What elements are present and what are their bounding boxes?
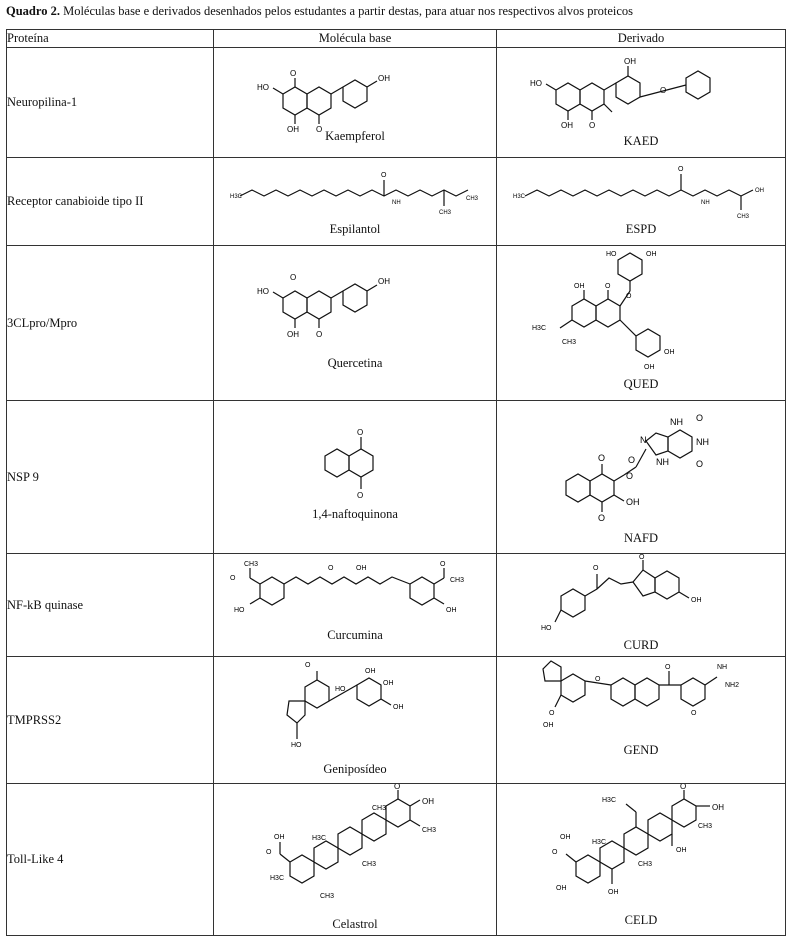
kaempferol-structure	[255, 48, 455, 140]
base-molecule-name: Celastrol	[332, 917, 378, 931]
atom-o: O	[665, 664, 671, 671]
atom-ch3: CH3	[638, 861, 653, 868]
derivative-cell	[497, 158, 786, 246]
base-molecule-cell	[214, 401, 497, 554]
atom-o: O	[639, 554, 645, 561]
table-caption	[6, 4, 633, 19]
atom-o: O	[696, 459, 704, 469]
atom-ch3: CH3	[320, 893, 335, 900]
caption-text: Moléculas base e derivados desenhados pelos estudantes a partir destas, para atuar nos respectivos alvos proteicos	[63, 4, 634, 18]
celd-structure	[526, 784, 756, 912]
geniposideo-structure	[265, 657, 445, 762]
base-molecule-cell	[214, 158, 497, 246]
atom-ho: HO	[530, 79, 542, 88]
base-molecule-cell	[214, 657, 497, 784]
protein-name: 3CLpro/Mpro	[7, 246, 214, 401]
atom-o: O	[290, 273, 297, 282]
gend-structure	[521, 657, 761, 757]
atom-oh: OH	[556, 885, 567, 892]
atom-oh: OH	[608, 889, 619, 896]
protein-name: Receptor canabioide tipo II	[7, 158, 214, 246]
atom-oh: OH	[287, 330, 299, 339]
protein-name: TMPRSS2	[7, 657, 214, 784]
atom-o: O	[394, 784, 401, 791]
atom-o: O	[440, 561, 446, 568]
atom-o: O	[266, 849, 272, 856]
table-row	[7, 48, 786, 158]
derivative-cell	[497, 401, 786, 554]
header-base-molecule: Molécula base	[214, 30, 497, 48]
base-molecule-name: Quercetina	[327, 356, 383, 370]
atom-nh: NH	[392, 200, 401, 206]
derivative-name: GEND	[623, 743, 659, 757]
base-molecule-cell	[214, 784, 497, 936]
qued-structure	[526, 246, 756, 381]
derivative-cell	[497, 784, 786, 936]
atom-nh: NH	[656, 457, 669, 467]
atom-h3c: H3C	[592, 839, 607, 846]
kaed-structure	[526, 48, 756, 144]
atom-oh: OH	[624, 57, 636, 66]
derivative-cell	[497, 554, 786, 657]
table-row	[7, 246, 786, 401]
atom-o: O	[605, 283, 611, 290]
derivative-cell	[497, 657, 786, 784]
atom-oh: OH	[378, 277, 390, 286]
atom-o: O	[305, 662, 311, 669]
derivative-cell	[497, 48, 786, 158]
atom-o: O	[381, 172, 387, 179]
atom-ho: HO	[291, 742, 302, 749]
atom-o: O	[230, 575, 236, 582]
atom-oh: OH	[446, 607, 457, 614]
atom-o: O	[357, 491, 364, 500]
atom-ch3: CH3	[372, 805, 387, 812]
atom-o: O	[589, 121, 596, 130]
base-molecule-name: Geniposídeo	[323, 762, 387, 776]
atom-o: O	[357, 428, 364, 437]
base-molecule-name: 1,4-naftoquinona	[312, 507, 398, 521]
atom-oh: OH	[676, 847, 687, 854]
atom-o: O	[290, 69, 297, 78]
atom-ch3: CH3	[362, 861, 377, 868]
atom-oh: OH	[644, 364, 655, 371]
atom-ch3: CH3	[439, 210, 452, 216]
derivative-name: NAFD	[623, 531, 659, 545]
atom-ch3: CH3	[466, 196, 479, 202]
atom-o: O	[680, 784, 687, 791]
atom-nh: NH	[670, 417, 683, 427]
atom-o: O	[626, 293, 632, 300]
protein-name: Neuropilina-1	[7, 48, 214, 158]
base-molecule-name: Curcumina	[327, 628, 383, 642]
atom-nh: NH	[717, 664, 728, 671]
atom-ho: HO	[335, 686, 346, 693]
atom-o: O	[593, 565, 599, 572]
table-row	[7, 401, 786, 554]
base-molecule-name: Espilantol	[329, 222, 381, 236]
atom-oh: OH	[664, 349, 675, 356]
atom-o: O	[595, 676, 601, 683]
atom-ch3: CH3	[244, 561, 259, 568]
protein-name: NSP 9	[7, 401, 214, 554]
derivative-name: CELD	[624, 913, 658, 927]
atom-ch3: CH3	[737, 214, 750, 220]
atom-n: N	[640, 435, 647, 445]
atom-o: O	[552, 849, 558, 856]
molecules-table	[6, 29, 786, 936]
atom-oh: OH	[422, 797, 434, 806]
atom-oh: OH	[378, 74, 390, 83]
atom-ch3: CH3	[422, 827, 437, 834]
derivative-name: KAED	[623, 134, 659, 148]
table-header-row	[7, 30, 786, 48]
atom-ch3: CH3	[450, 577, 465, 584]
atom-h3c: H3C	[513, 194, 526, 200]
atom-ho: HO	[234, 607, 245, 614]
atom-oh: OH	[626, 497, 640, 507]
atom-ch3: CH3	[562, 339, 577, 346]
espilantol-structure	[230, 158, 480, 228]
naftoquinona-structure	[295, 401, 415, 501]
atom-ho: HO	[257, 83, 269, 92]
table-row	[7, 657, 786, 784]
atom-o: O	[598, 453, 606, 463]
atom-oh: OH	[365, 668, 376, 675]
atom-ho: HO	[606, 251, 617, 258]
caption-label: Quadro 2.	[6, 4, 60, 18]
derivative-name: CURD	[623, 638, 659, 652]
atom-o: O	[626, 471, 634, 481]
table-row	[7, 784, 786, 936]
atom-oh: OH	[560, 834, 571, 841]
nafd-structure	[526, 401, 756, 531]
atom-oh: OH	[543, 722, 554, 729]
atom-nh: NH	[696, 437, 709, 447]
atom-h3c: H3C	[602, 797, 617, 804]
atom-oh: OH	[383, 680, 394, 687]
atom-oh: OH	[393, 704, 404, 711]
atom-ho: HO	[541, 625, 552, 632]
quercetina-structure	[255, 246, 455, 366]
atom-o: O	[328, 565, 334, 572]
derivative-name: QUED	[623, 377, 659, 391]
atom-oh: OH	[712, 803, 724, 812]
atom-oh: OH	[646, 251, 657, 258]
atom-oh: OH	[574, 283, 585, 290]
table-row	[7, 554, 786, 657]
derivative-cell	[497, 246, 786, 401]
atom-oh: OH	[755, 188, 764, 194]
atom-o: O	[691, 710, 697, 717]
atom-o: O	[678, 166, 684, 173]
atom-ho: HO	[257, 287, 269, 296]
espd-structure	[511, 158, 771, 228]
atom-oh: OH	[561, 121, 573, 130]
base-molecule-cell	[214, 554, 497, 657]
protein-name: NF-kB quinase	[7, 554, 214, 657]
atom-o: O	[549, 710, 555, 717]
table-row	[7, 158, 786, 246]
base-molecule-cell	[214, 246, 497, 401]
curcumina-structure	[220, 554, 490, 632]
base-molecule-name: Kaempferol	[325, 129, 385, 143]
atom-oh: OH	[691, 597, 702, 604]
protein-name: Toll-Like 4	[7, 784, 214, 936]
atom-nh2: NH2	[725, 682, 740, 689]
atom-o: O	[316, 330, 323, 339]
atom-oh: OH	[356, 565, 367, 572]
atom-h3c: H3C	[312, 835, 327, 842]
atom-o: O	[316, 125, 323, 134]
celastrol-structure	[240, 784, 470, 912]
atom-h3c: H3C	[270, 875, 285, 882]
atom-oh: OH	[274, 834, 285, 841]
atom-o: O	[696, 413, 704, 423]
atom-ch3: CH3	[698, 823, 713, 830]
atom-h3c: H3C	[532, 325, 547, 332]
header-derivative: Derivado	[497, 30, 786, 48]
atom-o: O	[660, 86, 667, 95]
header-protein: Proteína	[7, 30, 214, 48]
atom-o: O	[628, 455, 636, 465]
base-molecule-cell	[214, 48, 497, 158]
derivative-name: ESPD	[625, 222, 657, 236]
atom-oh: OH	[287, 125, 299, 134]
atom-nh: NH	[701, 200, 710, 206]
atom-o: O	[598, 513, 606, 523]
atom-h3c: H3C	[230, 194, 243, 200]
curd-structure	[541, 554, 741, 638]
